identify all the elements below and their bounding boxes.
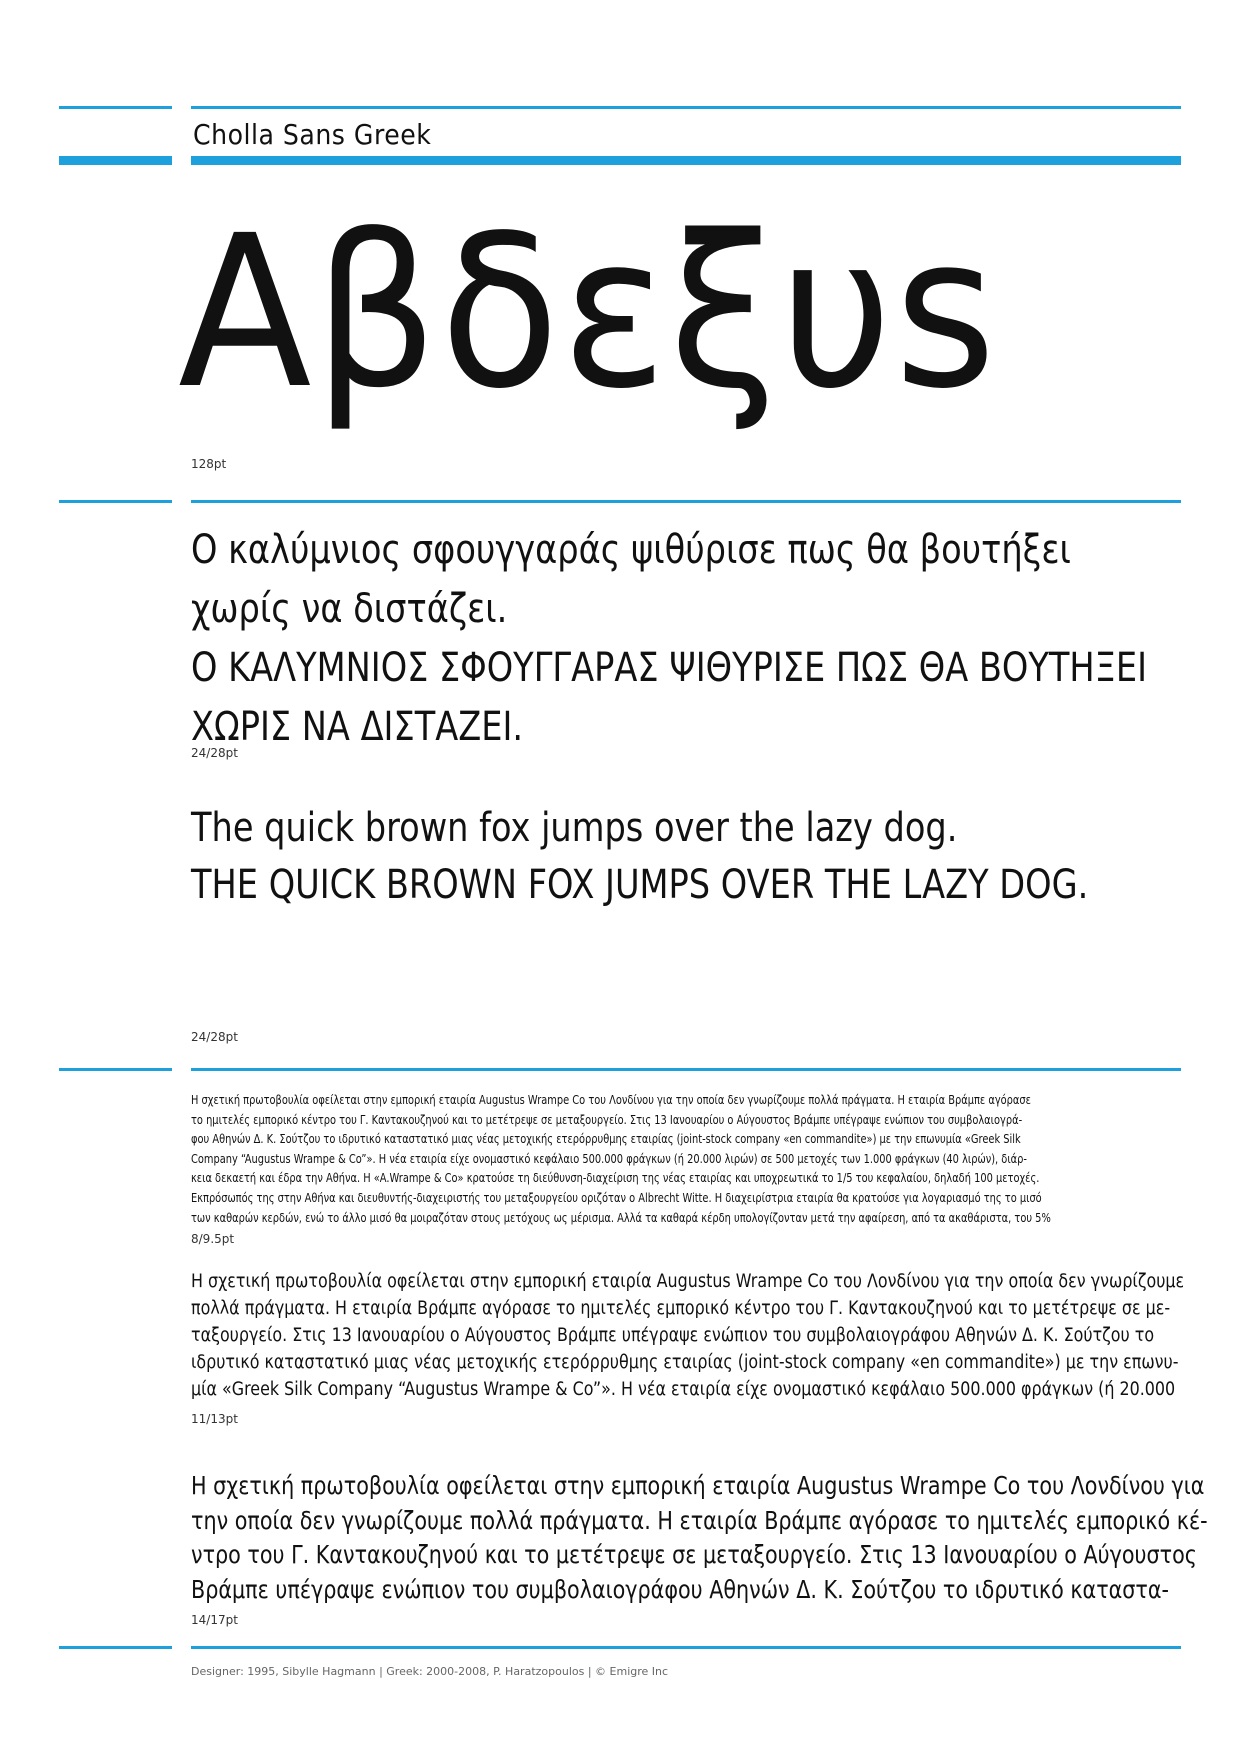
text-sample-8pt	[191, 1091, 1051, 1228]
text-line: ταξουργείο. Στις 13 Ιανουαρίου ο Αύγουστος Βράμπε υπέγραψε ενώπιον του συμβολαιογράφου Αθηνών Δ. Κ. Σούτζου το	[191, 1325, 1155, 1346]
text-line: των καθαρών κερδών, ενώ το άλλο μισό θα μοιραζόταν στους μετόχους ως μέρισμα. Αλλά τα καθαρά κέρδη υπολογίζονταν μετά την αφαίρεση, από τα ακαθάριστα, του 5%	[191, 1210, 1051, 1225]
text-14pt-size-label: 14/17pt	[191, 1613, 238, 1627]
bottom-rule-left	[59, 1646, 172, 1649]
top-rule-left-thick	[59, 156, 172, 165]
text-sample-14pt	[191, 1469, 1208, 1607]
text-line: ιδρυτικό καταστατικό μιας νέας μετοχικής ετερόρρυθμης εταιρίας (joint-stock company «en commandite») με την επωνυ-	[191, 1352, 1179, 1373]
top-rule-left-thin	[59, 106, 172, 109]
text-line: Εκπρόσωπός της στην Αθήνα και διευθυντής-διαχειριστής του μεταξουργείου οριζόταν ο Albrecht Witte. Η διαχειρίστρια εταιρία θα κρατούσε για λογαριασμό της το μισό	[191, 1190, 1042, 1205]
text-line: Βράμπε υπέγραψε ενώπιον του συμβολαιογράφου Αθηνών Δ. Κ. Σούτζου το ιδρυτικό καταστα-	[191, 1574, 1170, 1604]
greek-sample-line: ΧΩΡΙΣ ΝΑ ΔΙΣΤΑΖΕΙ.	[191, 704, 524, 750]
greek-sample-size-label: 24/28pt	[191, 746, 238, 760]
text-8pt-size-label: 8/9.5pt	[191, 1232, 235, 1246]
credits: Designer: 1995, Sibylle Hagmann | Greek: 2000-2008, P. Haratzopoulos | © Emigre Inc	[191, 1665, 669, 1678]
latin-sample-line: THE QUICK BROWN FOX JUMPS OVER THE LAZY DOG.	[191, 862, 1089, 908]
text-11pt-size-label: 11/13pt	[191, 1412, 238, 1426]
greek-sample-line: Ο ΚΑΛΥΜΝΙΟΣ ΣΦΟΥΓΓΑΡΑΣ ΨΙΘΥΡΙΣΕ ΠΩΣ ΘΑ ΒΟΥΤΗΞΕΙ	[191, 645, 1148, 691]
bottom-rule-right	[191, 1646, 1181, 1649]
text-line: το ημιτελές εμπορικό κέντρο του Γ. Καντακουζηνού και το μετέτρεψε σε μεταξουργείο. Στις 13 Ιανουαρίου ο Αύγουστος Βράμπε υπέγραψε ενώπιον του συμβολαιογρά-	[191, 1112, 1023, 1127]
text-rule-left	[59, 1068, 172, 1071]
greek-sample	[191, 521, 1148, 757]
top-rule-right-thin	[191, 106, 1181, 109]
latin-sample-size-label: 24/28pt	[191, 1030, 238, 1044]
top-rule-right-thick	[191, 156, 1181, 165]
text-line: Η σχετική πρωτοβουλία οφείλεται στην εμπορική εταιρία Augustus Wrampe Co του Λονδίνου για	[191, 1471, 1205, 1500]
text-line: Company “Augustus Wrampe & Co”». Η νέα εταιρία είχε ονομαστικό κεφάλαιο 500.000 φράγκων (ή 20.000 λιρών) σε 500 μετοχές των 1.000 φράγκων (40 λιρών), διάρ-	[191, 1151, 1027, 1166]
section-rule-right	[191, 500, 1181, 503]
text-line: Η σχετική πρωτοβουλία οφείλεται στην εμπορική εταιρία Augustus Wrampe Co του Λονδίνου για την οποία δεν γνωρίζουμε	[191, 1271, 1185, 1292]
font-family-name: Cholla Sans Greek	[193, 118, 432, 151]
text-line: πολλά πράγματα. Η εταιρία Βράμπε αγόρασε το ημιτελές εμπορικό κέντρο του Γ. Καντακουζηνού και το μετέτρεψε σε με-	[191, 1298, 1171, 1319]
text-line: ντρο του Γ. Καντακουζηνού και το μετέτρεψε σε μεταξουργείο. Στις 13 Ιανουαρίου ο Αύγουστος	[191, 1540, 1197, 1569]
text-rule-right	[191, 1068, 1181, 1071]
text-line: κεια δεκαετή και έδρα την Αθήνα. Η «A.Wrampe & Co» κρατούσε τη διεύθυνση-διαχείριση της νέας εταιρίας και υποχρεωτικά το 1/5 του κεφαλαίου, δηλαδή 100 μετοχές.	[191, 1171, 1040, 1186]
latin-sample-line: The quick brown fox jumps over the lazy dog.	[191, 805, 958, 851]
text-sample-11pt	[191, 1268, 1184, 1403]
text-line: Η σχετική πρωτοβουλία οφείλεται στην εμπορική εταιρία Augustus Wrampe Co του Λονδίνου για την οποία δεν γνωρίζουμε πολλά πράγματα. Η εταιρία Βράμπε αγόρασε	[191, 1093, 1031, 1107]
greek-sample-line: χωρίς να διστάζει.	[191, 586, 508, 632]
text-line: την οποία δεν γνωρίζουμε πολλά πράγματα. Η εταιρία Βράμπε αγόρασε το ημιτελές εμπορικό κέ-	[191, 1505, 1208, 1535]
latin-sample	[191, 800, 1089, 914]
hero-size-label: 128pt	[191, 457, 227, 471]
hero-glyphs: Αβδεξυs	[178, 190, 998, 435]
greek-sample-line: Ο καλύμνιος σφουγγαράς ψιθύρισε πως θα βουτήξει	[191, 527, 1071, 573]
text-line: φου Αθηνών Δ. Κ. Σούτζου το ιδρυτικό καταστατικό μιας νέας μετοχικής ετερόρρυθμης εταιρίας (joint-stock company «en commandite») με την επωνυμία «Greek Silk	[191, 1132, 1021, 1147]
text-line: μία «Greek Silk Company “Augustus Wrampe & Co”». Η νέα εταιρία είχε ονομαστικό κεφάλαιο 500.000 φράγκων (ή 20.000	[191, 1379, 1176, 1400]
section-rule-left	[59, 500, 172, 503]
